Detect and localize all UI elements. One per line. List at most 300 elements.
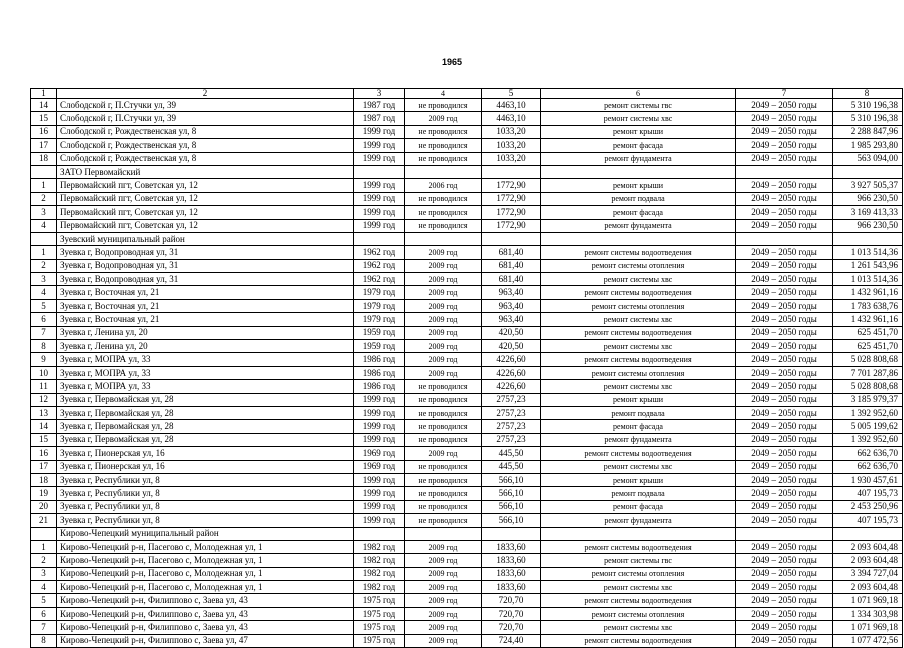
row-number — [31, 527, 57, 540]
work-type-cell: ремонт системы водоотведения — [541, 540, 736, 553]
row-number: 15 — [31, 433, 57, 446]
area-cell: 420,50 — [482, 326, 541, 339]
address-cell: Слободской г, Рождественская ул, 8 — [57, 152, 354, 165]
area-cell: 2757,23 — [482, 393, 541, 406]
cost-cell: 3 927 505,37 — [833, 179, 903, 192]
cost-cell: 662 636,70 — [833, 447, 903, 460]
address-cell: Слободской г, Рождественская ул, 8 — [57, 139, 354, 152]
work-type-cell: ремонт системы отопления — [541, 366, 736, 379]
period-cell: 2049 – 2050 годы — [736, 634, 833, 647]
table-row — [31, 514, 903, 527]
section-title: Зуевский муниципальный район — [57, 232, 354, 245]
period-cell: 2049 – 2050 годы — [736, 366, 833, 379]
cost-cell: 3 394 727,04 — [833, 567, 903, 580]
row-number: 2 — [31, 554, 57, 567]
last-repair-cell: не проводился — [405, 460, 482, 473]
last-repair-cell: 2009 год — [405, 607, 482, 620]
period-cell: 2049 – 2050 годы — [736, 567, 833, 580]
work-type-cell — [541, 527, 736, 540]
period-cell: 2049 – 2050 годы — [736, 273, 833, 286]
period-cell: 2049 – 2050 годы — [736, 139, 833, 152]
year-built-cell: 1959 год — [354, 340, 405, 353]
work-type-cell: ремонт фасада — [541, 420, 736, 433]
row-number: 7 — [31, 621, 57, 634]
area-cell: 4226,60 — [482, 353, 541, 366]
last-repair-cell: 2006 год — [405, 179, 482, 192]
cost-cell: 563 094,00 — [833, 152, 903, 165]
last-repair-cell: 2009 год — [405, 581, 482, 594]
column-header: 5 — [482, 89, 541, 99]
period-cell: 2049 – 2050 годы — [736, 340, 833, 353]
row-number: 16 — [31, 447, 57, 460]
cost-cell: 625 451,70 — [833, 340, 903, 353]
work-type-cell: ремонт фундамента — [541, 433, 736, 446]
work-type-cell: ремонт системы хвс — [541, 581, 736, 594]
table-row — [31, 581, 903, 594]
last-repair-cell: 2009 год — [405, 447, 482, 460]
table-row — [31, 340, 903, 353]
work-type-cell: ремонт системы хвс — [541, 380, 736, 393]
area-cell: 681,40 — [482, 246, 541, 259]
address-cell: Зуевка г, Восточная ул, 21 — [57, 313, 354, 326]
table-row — [31, 406, 903, 419]
cost-cell: 662 636,70 — [833, 460, 903, 473]
column-header: 3 — [354, 89, 405, 99]
row-number: 16 — [31, 125, 57, 138]
last-repair-cell: 2009 год — [405, 366, 482, 379]
address-cell: Зуевка г, Водопроводная ул, 31 — [57, 259, 354, 272]
cost-cell: 407 195,73 — [833, 514, 903, 527]
last-repair-cell: 2009 год — [405, 594, 482, 607]
year-built-cell: 1975 год — [354, 634, 405, 647]
row-number: 19 — [31, 487, 57, 500]
period-cell: 2049 – 2050 годы — [736, 219, 833, 232]
address-cell: Зуевка г, Первомайская ул, 28 — [57, 393, 354, 406]
cost-cell — [833, 165, 903, 178]
year-built-cell: 1986 год — [354, 353, 405, 366]
last-repair-cell: 2009 год — [405, 634, 482, 647]
year-built-cell: 1986 год — [354, 380, 405, 393]
address-cell: Зуевка г, Ленина ул, 20 — [57, 340, 354, 353]
area-cell: 1033,20 — [482, 125, 541, 138]
last-repair-cell: 2009 год — [405, 259, 482, 272]
row-number: 6 — [31, 607, 57, 620]
area-cell: 2757,23 — [482, 406, 541, 419]
period-cell: 2049 – 2050 годы — [736, 500, 833, 513]
row-number: 4 — [31, 286, 57, 299]
work-type-cell: ремонт системы хвс — [541, 273, 736, 286]
address-cell: Зуевка г, Республики ул, 8 — [57, 473, 354, 486]
cost-cell: 407 195,73 — [833, 487, 903, 500]
address-cell: Зуевка г, Республики ул, 8 — [57, 487, 354, 500]
last-repair-cell: 2009 год — [405, 273, 482, 286]
year-built-cell: 1999 год — [354, 219, 405, 232]
last-repair-cell — [405, 165, 482, 178]
last-repair-cell: 2009 год — [405, 567, 482, 580]
address-cell: Зуевка г, Республики ул, 8 — [57, 500, 354, 513]
year-built-cell: 1975 год — [354, 621, 405, 634]
work-type-cell: ремонт системы отопления — [541, 567, 736, 580]
year-built-cell: 1999 год — [354, 393, 405, 406]
cost-cell: 7 701 287,86 — [833, 366, 903, 379]
table-row — [31, 286, 903, 299]
area-cell: 1772,90 — [482, 219, 541, 232]
last-repair-cell: не проводился — [405, 514, 482, 527]
last-repair-cell: не проводился — [405, 406, 482, 419]
cost-cell: 2 093 604,48 — [833, 540, 903, 553]
last-repair-cell: не проводился — [405, 192, 482, 205]
table-row — [31, 299, 903, 312]
year-built-cell: 1999 год — [354, 139, 405, 152]
last-repair-cell: 2009 год — [405, 554, 482, 567]
area-cell: 1833,60 — [482, 554, 541, 567]
row-number: 2 — [31, 259, 57, 272]
row-number: 6 — [31, 313, 57, 326]
address-cell: Первомайский пгт, Советская ул, 12 — [57, 206, 354, 219]
table-row — [31, 139, 903, 152]
area-cell: 724,40 — [482, 634, 541, 647]
last-repair-cell: не проводился — [405, 139, 482, 152]
period-cell: 2049 – 2050 годы — [736, 447, 833, 460]
cost-cell: 1 783 638,76 — [833, 299, 903, 312]
address-cell: Зуевка г, Первомайская ул, 28 — [57, 420, 354, 433]
row-number: 8 — [31, 634, 57, 647]
work-type-cell: ремонт системы хвс — [541, 460, 736, 473]
year-built-cell — [354, 527, 405, 540]
area-cell — [482, 527, 541, 540]
period-cell: 2049 – 2050 годы — [736, 514, 833, 527]
address-cell: Первомайский пгт, Советская ул, 12 — [57, 219, 354, 232]
period-cell: 2049 – 2050 годы — [736, 353, 833, 366]
column-header: 1 — [31, 89, 57, 99]
area-cell: 566,10 — [482, 514, 541, 527]
address-cell: Кирово-Чепецкий р-н, Филиппово с, Заева ул, 47 — [57, 634, 354, 647]
area-cell: 566,10 — [482, 500, 541, 513]
last-repair-cell: 2009 год — [405, 353, 482, 366]
work-type-cell: ремонт подвала — [541, 192, 736, 205]
table-row — [31, 634, 903, 647]
row-number: 17 — [31, 460, 57, 473]
last-repair-cell: 2009 год — [405, 112, 482, 125]
area-cell: 720,70 — [482, 621, 541, 634]
table-row — [31, 473, 903, 486]
year-built-cell: 1999 год — [354, 514, 405, 527]
area-cell: 1033,20 — [482, 139, 541, 152]
row-number: 18 — [31, 473, 57, 486]
year-built-cell: 1975 год — [354, 607, 405, 620]
row-number: 11 — [31, 380, 57, 393]
cost-cell: 1 261 543,96 — [833, 259, 903, 272]
area-cell: 445,50 — [482, 447, 541, 460]
work-type-cell: ремонт системы отопления — [541, 299, 736, 312]
work-type-cell: ремонт подвала — [541, 487, 736, 500]
area-cell: 681,40 — [482, 259, 541, 272]
row-number — [31, 232, 57, 245]
row-number: 1 — [31, 540, 57, 553]
row-number: 15 — [31, 112, 57, 125]
table-row — [31, 125, 903, 138]
cost-cell: 1 071 969,18 — [833, 621, 903, 634]
table-row — [31, 326, 903, 339]
period-cell: 2049 – 2050 годы — [736, 299, 833, 312]
area-cell: 1833,60 — [482, 540, 541, 553]
work-type-cell: ремонт фундамента — [541, 152, 736, 165]
row-number: 7 — [31, 326, 57, 339]
year-built-cell: 1979 год — [354, 313, 405, 326]
address-cell: Зуевка г, МОПРА ул, 33 — [57, 380, 354, 393]
cost-cell: 1 392 952,60 — [833, 433, 903, 446]
address-cell: Кирово-Чепецкий р-н, Пасегово с, Молодежная ул, 1 — [57, 581, 354, 594]
cost-cell: 5 028 808,68 — [833, 353, 903, 366]
year-built-cell: 1999 год — [354, 179, 405, 192]
address-cell: Зуевка г, Пионерская ул, 16 — [57, 447, 354, 460]
column-header: 8 — [833, 89, 903, 99]
area-cell: 566,10 — [482, 473, 541, 486]
work-type-cell: ремонт фасада — [541, 206, 736, 219]
work-type-cell: ремонт системы водоотведения — [541, 447, 736, 460]
last-repair-cell: не проводился — [405, 152, 482, 165]
work-type-cell: ремонт системы хвс — [541, 313, 736, 326]
table-row — [31, 273, 903, 286]
cost-cell: 2 093 604,48 — [833, 581, 903, 594]
year-built-cell: 1999 год — [354, 487, 405, 500]
work-type-cell: ремонт системы хвс — [541, 112, 736, 125]
work-type-cell: ремонт системы гвс — [541, 554, 736, 567]
cost-cell: 1 392 952,60 — [833, 406, 903, 419]
work-type-cell: ремонт системы водоотведения — [541, 634, 736, 647]
table-row — [31, 313, 903, 326]
table-row — [31, 219, 903, 232]
row-number: 2 — [31, 192, 57, 205]
row-number: 20 — [31, 500, 57, 513]
row-number: 1 — [31, 246, 57, 259]
cost-cell: 1 334 303,98 — [833, 607, 903, 620]
section-row — [31, 232, 903, 245]
row-number: 3 — [31, 273, 57, 286]
cost-cell: 3 169 413,33 — [833, 206, 903, 219]
cost-cell: 1 985 293,80 — [833, 139, 903, 152]
table-row — [31, 246, 903, 259]
year-built-cell: 1999 год — [354, 206, 405, 219]
column-header: 4 — [405, 89, 482, 99]
last-repair-cell — [405, 527, 482, 540]
period-cell — [736, 232, 833, 245]
table-row — [31, 594, 903, 607]
year-built-cell: 1959 год — [354, 326, 405, 339]
year-built-cell: 1999 год — [354, 192, 405, 205]
period-cell: 2049 – 2050 годы — [736, 246, 833, 259]
year-built-cell: 1982 год — [354, 567, 405, 580]
area-cell: 2757,23 — [482, 433, 541, 446]
work-type-cell: ремонт системы отопления — [541, 259, 736, 272]
last-repair-cell: 2009 год — [405, 286, 482, 299]
cost-cell: 1 013 514,36 — [833, 246, 903, 259]
period-cell: 2049 – 2050 годы — [736, 206, 833, 219]
last-repair-cell: 2009 год — [405, 313, 482, 326]
period-cell: 2049 – 2050 годы — [736, 554, 833, 567]
period-cell: 2049 – 2050 годы — [736, 326, 833, 339]
year-built-cell: 1999 год — [354, 125, 405, 138]
year-built-cell — [354, 165, 405, 178]
year-built-cell: 1969 год — [354, 460, 405, 473]
address-cell: Зуевка г, МОПРА ул, 33 — [57, 366, 354, 379]
cost-cell: 5 028 808,68 — [833, 380, 903, 393]
work-type-cell: ремонт системы водоотведения — [541, 246, 736, 259]
table-row — [31, 554, 903, 567]
address-cell: Зуевка г, Первомайская ул, 28 — [57, 433, 354, 446]
row-number — [31, 165, 57, 178]
section-title: ЗАТО Первомайский — [57, 165, 354, 178]
work-type-cell: ремонт подвала — [541, 406, 736, 419]
repair-schedule-table — [30, 88, 903, 648]
cost-cell — [833, 232, 903, 245]
table-row — [31, 112, 903, 125]
period-cell: 2049 – 2050 годы — [736, 473, 833, 486]
row-number: 5 — [31, 594, 57, 607]
area-cell: 963,40 — [482, 286, 541, 299]
year-built-cell: 1962 год — [354, 259, 405, 272]
table-row — [31, 607, 903, 620]
cost-cell — [833, 527, 903, 540]
work-type-cell: ремонт системы водоотведения — [541, 353, 736, 366]
period-cell: 2049 – 2050 годы — [736, 607, 833, 620]
cost-cell: 1 013 514,36 — [833, 273, 903, 286]
row-number: 14 — [31, 420, 57, 433]
last-repair-cell: не проводился — [405, 380, 482, 393]
year-built-cell: 1987 год — [354, 99, 405, 112]
period-cell: 2049 – 2050 годы — [736, 433, 833, 446]
column-header: 6 — [541, 89, 736, 99]
work-type-cell: ремонт крыши — [541, 179, 736, 192]
year-built-cell: 1962 год — [354, 273, 405, 286]
year-built-cell: 1979 год — [354, 286, 405, 299]
area-cell: 681,40 — [482, 273, 541, 286]
address-cell: Зуевка г, Водопроводная ул, 31 — [57, 273, 354, 286]
row-number: 8 — [31, 340, 57, 353]
period-cell: 2049 – 2050 годы — [736, 152, 833, 165]
work-type-cell: ремонт системы хвс — [541, 621, 736, 634]
work-type-cell: ремонт крыши — [541, 125, 736, 138]
year-built-cell: 1999 год — [354, 473, 405, 486]
period-cell — [736, 527, 833, 540]
work-type-cell: ремонт фундамента — [541, 219, 736, 232]
period-cell: 2049 – 2050 годы — [736, 112, 833, 125]
area-cell: 2757,23 — [482, 420, 541, 433]
work-type-cell: ремонт системы отопления — [541, 607, 736, 620]
column-header: 2 — [57, 89, 354, 99]
address-cell: Кирово-Чепецкий р-н, Пасегово с, Молодежная ул, 1 — [57, 540, 354, 553]
row-number: 12 — [31, 393, 57, 406]
cost-cell: 1 077 472,56 — [833, 634, 903, 647]
address-cell: Зуевка г, Ленина ул, 20 — [57, 326, 354, 339]
area-cell: 963,40 — [482, 313, 541, 326]
last-repair-cell: не проводился — [405, 219, 482, 232]
area-cell: 1833,60 — [482, 581, 541, 594]
period-cell: 2049 – 2050 годы — [736, 393, 833, 406]
row-number: 14 — [31, 99, 57, 112]
area-cell: 720,70 — [482, 607, 541, 620]
table-row — [31, 259, 903, 272]
table-row — [31, 487, 903, 500]
year-built-cell: 1999 год — [354, 433, 405, 446]
year-built-cell: 1975 год — [354, 594, 405, 607]
work-type-cell — [541, 232, 736, 245]
cost-cell: 2 453 250,96 — [833, 500, 903, 513]
year-built-cell: 1987 год — [354, 112, 405, 125]
section-row — [31, 165, 903, 178]
address-cell: Зуевка г, Восточная ул, 21 — [57, 286, 354, 299]
year-built-cell: 1999 год — [354, 152, 405, 165]
area-cell: 4463,10 — [482, 99, 541, 112]
table-row — [31, 433, 903, 446]
period-cell: 2049 – 2050 годы — [736, 380, 833, 393]
last-repair-cell: 2009 год — [405, 326, 482, 339]
work-type-cell: ремонт системы водоотведения — [541, 594, 736, 607]
row-number: 13 — [31, 406, 57, 419]
area-cell: 4463,10 — [482, 112, 541, 125]
address-cell: Зуевка г, Республики ул, 8 — [57, 514, 354, 527]
last-repair-cell: не проводился — [405, 206, 482, 219]
row-number: 9 — [31, 353, 57, 366]
cost-cell: 1 930 457,61 — [833, 473, 903, 486]
period-cell: 2049 – 2050 годы — [736, 192, 833, 205]
table-row — [31, 500, 903, 513]
row-number: 4 — [31, 581, 57, 594]
cost-cell: 5 310 196,38 — [833, 112, 903, 125]
address-cell: Зуевка г, Восточная ул, 21 — [57, 299, 354, 312]
work-type-cell: ремонт крыши — [541, 393, 736, 406]
last-repair-cell: 2009 год — [405, 340, 482, 353]
last-repair-cell: не проводился — [405, 420, 482, 433]
table-row — [31, 567, 903, 580]
work-type-cell — [541, 165, 736, 178]
table-row — [31, 366, 903, 379]
last-repair-cell: не проводился — [405, 473, 482, 486]
period-cell: 2049 – 2050 годы — [736, 406, 833, 419]
row-number: 10 — [31, 366, 57, 379]
work-type-cell: ремонт фундамента — [541, 514, 736, 527]
work-type-cell: ремонт фасада — [541, 500, 736, 513]
table-row — [31, 540, 903, 553]
last-repair-cell: не проводился — [405, 500, 482, 513]
address-cell: Кирово-Чепецкий р-н, Пасегово с, Молодежная ул, 1 — [57, 554, 354, 567]
cost-cell: 2 093 604,48 — [833, 554, 903, 567]
row-number: 3 — [31, 206, 57, 219]
cost-cell: 1 432 961,16 — [833, 313, 903, 326]
row-number: 5 — [31, 299, 57, 312]
address-cell: Зуевка г, Первомайская ул, 28 — [57, 406, 354, 419]
period-cell: 2049 – 2050 годы — [736, 179, 833, 192]
area-cell: 1033,20 — [482, 152, 541, 165]
period-cell: 2049 – 2050 годы — [736, 540, 833, 553]
year-built-cell: 1982 год — [354, 540, 405, 553]
table-row — [31, 460, 903, 473]
table-row — [31, 621, 903, 634]
last-repair-cell: 2009 год — [405, 621, 482, 634]
table-body — [31, 99, 903, 648]
area-cell: 1772,90 — [482, 192, 541, 205]
year-built-cell: 1969 год — [354, 447, 405, 460]
period-cell: 2049 – 2050 годы — [736, 460, 833, 473]
area-cell: 445,50 — [482, 460, 541, 473]
period-cell: 2049 – 2050 годы — [736, 581, 833, 594]
last-repair-cell: 2009 год — [405, 246, 482, 259]
period-cell: 2049 – 2050 годы — [736, 420, 833, 433]
cost-cell: 966 230,50 — [833, 192, 903, 205]
work-type-cell: ремонт системы водоотведения — [541, 286, 736, 299]
page-number: 1965 — [441, 57, 463, 67]
cost-cell: 5 005 199,62 — [833, 420, 903, 433]
